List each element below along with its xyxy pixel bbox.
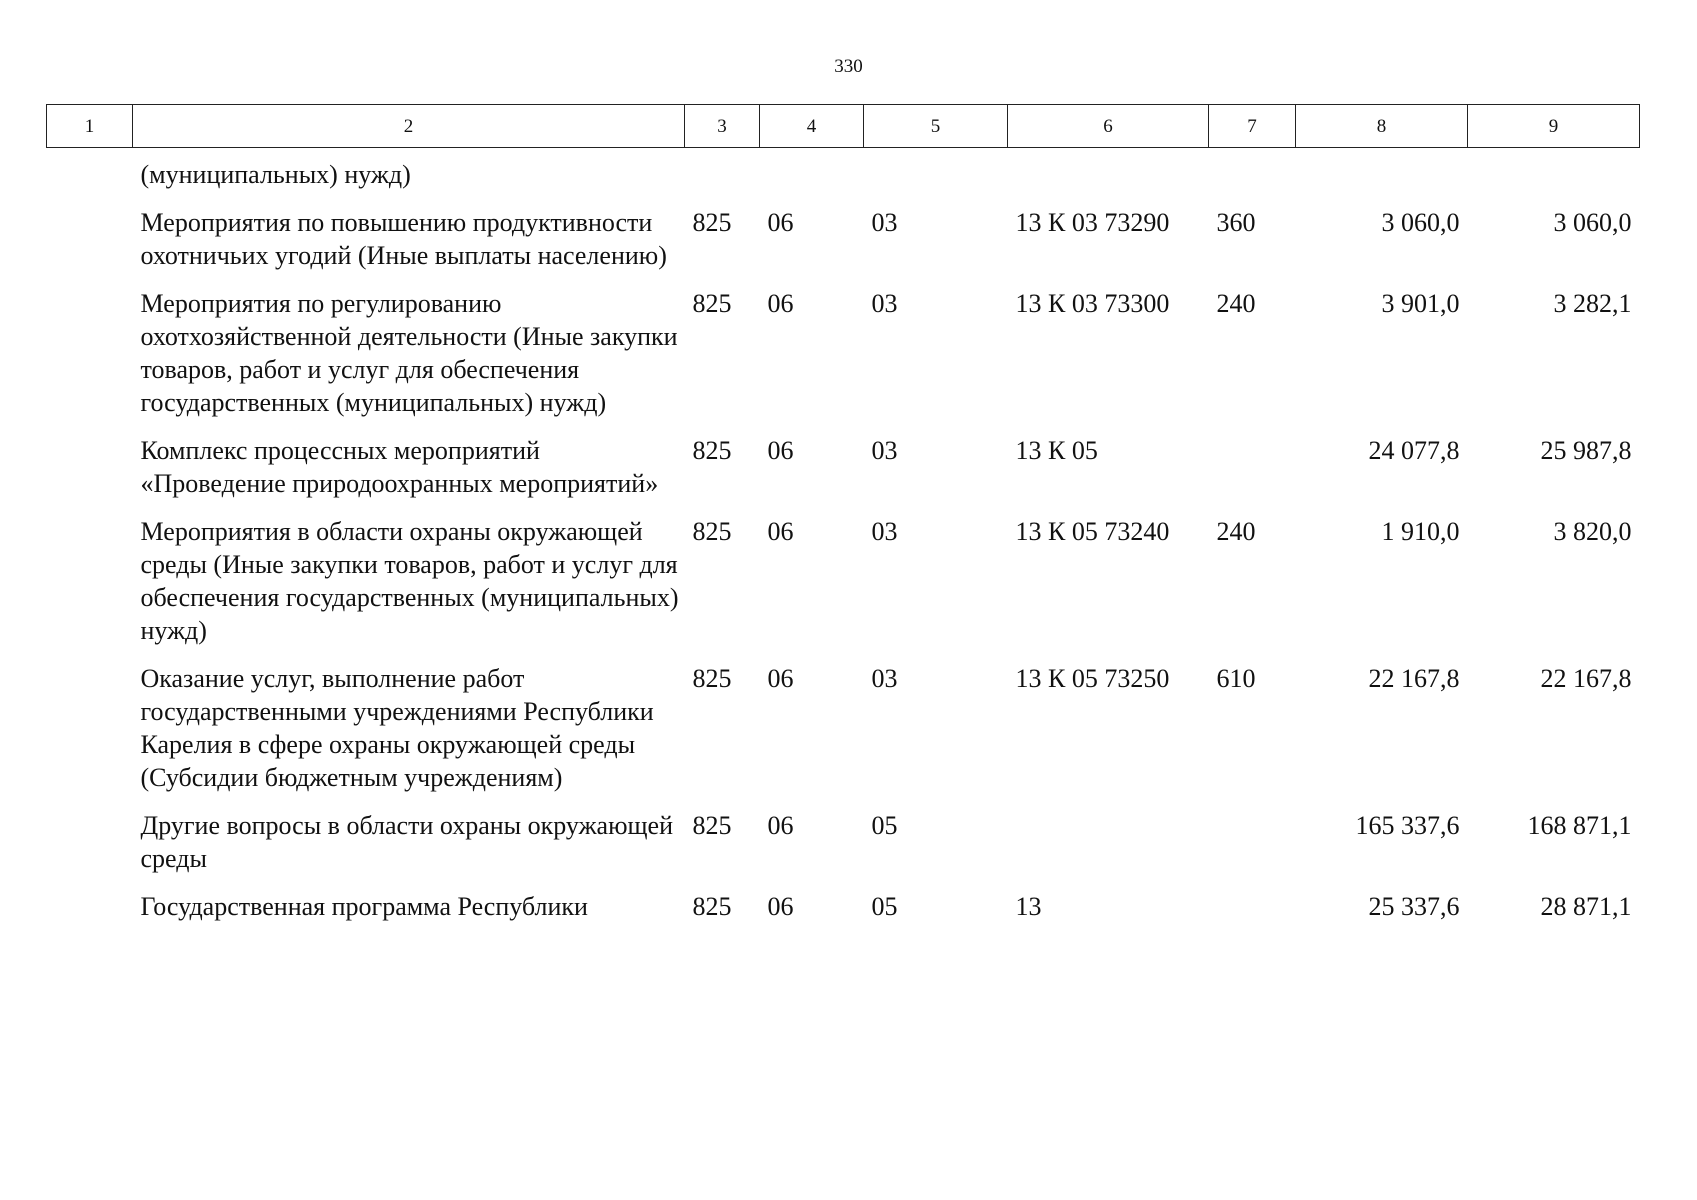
row-amount-col8: 3 060,0	[1381, 208, 1460, 237]
table-row	[47, 500, 1640, 647]
row-amount-col8: 25 337,6	[1368, 892, 1460, 921]
row-expense-type: 360	[1216, 208, 1256, 237]
row-subsection: 05	[871, 811, 898, 840]
row-expense-type: 240	[1216, 289, 1256, 318]
row-target-article: 13 К 05 73240	[1015, 517, 1170, 546]
continuation-row	[47, 148, 1640, 192]
row-amount-col8: 24 077,8	[1368, 436, 1460, 465]
row-expense-type	[1209, 419, 1296, 500]
row-admin-code: 825	[692, 811, 732, 840]
row-section: 06	[767, 811, 794, 840]
header-col-8: 8	[1296, 105, 1468, 148]
row-target-article: 13 К 03 73300	[1015, 289, 1170, 318]
row-admin-code: 825	[692, 664, 732, 693]
continuation-text: (муниципальных) нужд)	[140, 160, 411, 189]
row-amount-col9: 168 871,1	[1527, 811, 1632, 840]
row-target-article: 13 К 05	[1015, 436, 1098, 465]
table-row	[47, 794, 1640, 875]
row-amount-col8: 1 910,0	[1381, 517, 1460, 546]
row-section: 06	[767, 289, 794, 318]
header-col-3: 3	[685, 105, 760, 148]
row-subsection: 05	[871, 892, 898, 921]
table-row	[47, 647, 1640, 794]
row-section: 06	[767, 436, 794, 465]
row-subsection: 03	[871, 517, 898, 546]
row-amount-col9: 25 987,8	[1540, 436, 1632, 465]
row-target-article: 13 К 05 73250	[1015, 664, 1170, 693]
row-amount-col8: 22 167,8	[1368, 664, 1460, 693]
header-col-4: 4	[760, 105, 864, 148]
row-target-article: 13 К 03 73290	[1015, 208, 1170, 237]
row-name: Оказание услуг, выполнение работ государственными учреждениями Республики Карелия в сфере охраны окружающей среды (Субсидии бюджетным учреждениям)	[140, 664, 654, 792]
header-col-9: 9	[1468, 105, 1640, 148]
row-target-article	[1008, 794, 1209, 875]
header-col-2: 2	[133, 105, 685, 148]
row-section: 06	[767, 208, 794, 237]
header-col-5: 5	[864, 105, 1008, 148]
row-section: 06	[767, 517, 794, 546]
row-expense-type: 240	[1216, 517, 1256, 546]
row-name: Мероприятия по регулированию охотхозяйственной деятельности (Иные закупки товаров, работ и услуг для обеспечения государственных (муниципальных) нужд)	[140, 289, 678, 417]
budget-table	[46, 104, 1640, 923]
row-admin-code: 825	[692, 436, 732, 465]
row-amount-col9: 3 060,0	[1553, 208, 1632, 237]
row-admin-code: 825	[692, 208, 732, 237]
table-row	[47, 191, 1640, 272]
header-col-1: 1	[47, 105, 133, 148]
row-expense-type	[1209, 875, 1296, 923]
row-subsection: 03	[871, 208, 898, 237]
row-amount-col8: 3 901,0	[1381, 289, 1460, 318]
table-row	[47, 875, 1640, 923]
row-target-article: 13	[1015, 892, 1042, 921]
row-name: Комплекс процессных мероприятий «Проведение природоохранных мероприятий»	[140, 436, 659, 498]
row-amount-col9: 3 820,0	[1553, 517, 1632, 546]
row-section: 06	[767, 664, 794, 693]
row-section: 06	[767, 892, 794, 921]
row-admin-code: 825	[692, 289, 732, 318]
table-row	[47, 419, 1640, 500]
header-col-6: 6	[1008, 105, 1209, 148]
table-row	[47, 272, 1640, 419]
row-name: Мероприятия в области охраны окружающей среды (Иные закупки товаров, работ и услуг для обеспечения государственных (муниципальных) нужд)	[140, 517, 679, 645]
row-expense-type: 610	[1216, 664, 1256, 693]
row-amount-col8: 165 337,6	[1355, 811, 1460, 840]
header-col-7: 7	[1209, 105, 1296, 148]
row-subsection: 03	[871, 664, 898, 693]
row-amount-col9: 28 871,1	[1540, 892, 1632, 921]
row-amount-col9: 3 282,1	[1553, 289, 1632, 318]
row-subsection: 03	[871, 289, 898, 318]
row-subsection: 03	[871, 436, 898, 465]
page-number: 330	[834, 56, 863, 77]
row-name: Государственная программа Республики	[140, 892, 588, 921]
row-amount-col9: 22 167,8	[1540, 664, 1632, 693]
row-admin-code: 825	[692, 892, 732, 921]
row-admin-code: 825	[692, 517, 732, 546]
row-name: Мероприятия по повышению продуктивности охотничьих угодий (Иные выплаты населению)	[140, 208, 667, 270]
row-name: Другие вопросы в области охраны окружающей среды	[140, 811, 673, 873]
row-expense-type	[1209, 794, 1296, 875]
header-row	[47, 105, 1640, 148]
